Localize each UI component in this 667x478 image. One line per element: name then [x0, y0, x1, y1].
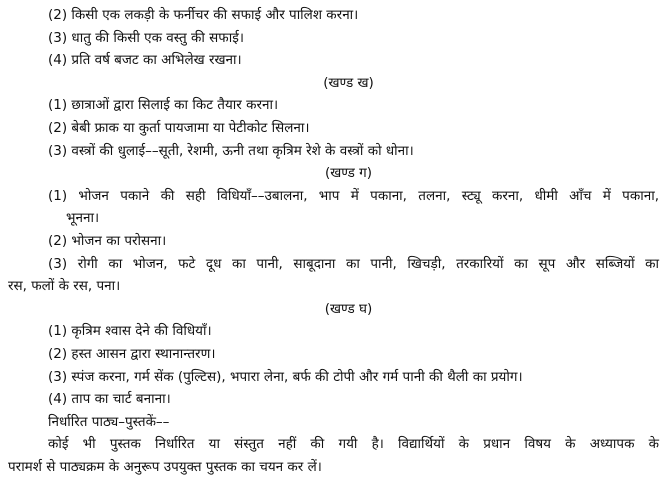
- section-heading-kha: (खण्ड ख): [323, 74, 374, 91]
- list-item: (1) भोजन पकाने की सही विधियाँ––उबालना, भाप में पकाना, तलना, स्ट्यू करना, धीमी आँच में पकाना,: [48, 187, 659, 204]
- list-item: (4) प्रति वर्ष बजट का अभिलेख रखना।: [48, 52, 242, 69]
- list-item: (3) धातु की किसी एक वस्तु की सफाई।: [48, 29, 244, 46]
- section-heading-ga: (खण्ड ग): [324, 165, 373, 182]
- list-item: (1) कृत्रिम श्वास देने की विधियाँ।: [48, 323, 212, 340]
- list-item: (3) वस्त्रों की धुलाई––सूती, रेशमी, ऊनी तथा कृत्रिम रेशे के वस्त्रों को धोना।: [48, 142, 414, 159]
- list-item: (3) स्पंज करना, गर्म सेंक (पुल्टिस), भपारा लेना, बर्फ की टोपी और गर्म पानी की थैली का प्रयोग।: [48, 368, 523, 385]
- list-item: (3) रोगी का भोजन, फटे दूध का पानी, साबूदाना का पानी, खिचड़ी, तरकारियों का सूप और सब्जियों का: [48, 255, 659, 272]
- list-item: (1) छात्राओं द्वारा सिलाई का किट तैयार करना।: [48, 97, 279, 114]
- list-item: (2) भोजन का परोसना।: [48, 232, 167, 249]
- list-item: (2) हस्त आसन द्वारा स्थानान्तरण।: [48, 345, 216, 362]
- list-item: (2) किसी एक लकड़ी के फर्नीचर की सफाई और पालिश करना।: [48, 7, 359, 23]
- textbooks-heading: निर्धारित पाठ्य–पुस्तकें––: [48, 413, 170, 430]
- list-item-continuation: भूनना।: [66, 210, 100, 227]
- list-item-continuation: रस, फलों के रस, पना।: [8, 278, 121, 295]
- list-item: (4) ताप का चार्ट बनाना।: [48, 391, 171, 408]
- list-item: (2) बेबी फ्राक या कुर्ता पायजामा या पेटीकोट सिलना।: [48, 119, 310, 136]
- textbooks-paragraph-line: कोई भी पुस्तक निर्धारित या संस्तुत नहीं की गयी है। विद्यार्थियों के प्रधान विषय के अध्यापक के: [48, 436, 659, 453]
- textbooks-paragraph-line: परामर्श से पाठ्यक्रम के अनुरूप उपयुक्त पुस्तक का चयन कर लें।: [8, 458, 322, 475]
- section-heading-gha: (खण्ड घ): [324, 300, 373, 317]
